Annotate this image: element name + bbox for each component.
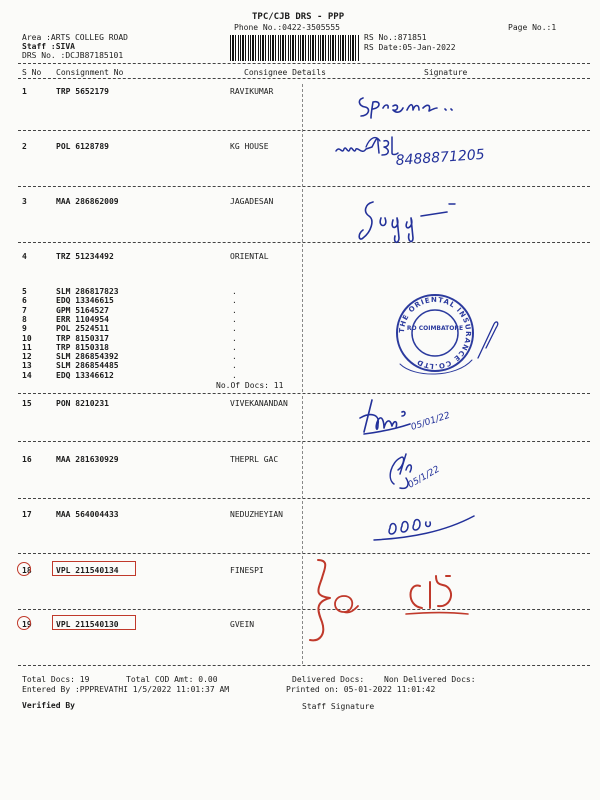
row-consignment: PON 8210231 <box>56 399 109 408</box>
svg-text:Jagg: Jagg <box>375 244 378 245</box>
group-row-mark: . <box>232 287 237 296</box>
row-divider <box>18 498 590 499</box>
group-row-sno: 13 <box>22 361 32 371</box>
group-row-sno: 12 <box>22 352 32 362</box>
barcode <box>230 35 360 61</box>
row-18-box-mark <box>52 561 136 576</box>
row-consignee: KG HOUSE <box>230 142 269 151</box>
stamp-initials <box>474 318 510 360</box>
group-row-mark: . <box>232 352 237 362</box>
printed-on: Printed on: 05-01-2022 11:01:42 <box>286 685 436 694</box>
row-19-box-mark <box>52 615 136 630</box>
svg-text:C15: C15 <box>300 645 302 646</box>
signature-row-15 <box>350 398 470 442</box>
row-divider <box>18 393 590 394</box>
row-sno: 19 <box>22 620 32 629</box>
col-signature: Signature <box>424 68 468 77</box>
row-18-circle-mark <box>17 562 31 576</box>
row-divider <box>18 441 590 442</box>
group-row-mark: . <box>232 296 237 306</box>
group-row-mark: . <box>232 333 237 343</box>
row-consignment: TRZ 51234492 <box>56 252 114 261</box>
signature-row-18-19 <box>300 556 500 646</box>
row-consignee: ORIENTAL <box>230 252 269 261</box>
group-row-mark: . <box>232 324 237 334</box>
row-divider <box>18 130 590 131</box>
group-row-consignment: POL 2524511 <box>56 324 109 334</box>
group-row-sno: 14 <box>22 370 32 380</box>
row-consignee: GVEIN <box>230 620 255 629</box>
page-number: Page No.:1 <box>508 23 557 32</box>
signature-row-17 <box>370 512 480 544</box>
row-consignment: MAA 564004433 <box>56 510 119 519</box>
row-sno: 3 <box>22 197 27 206</box>
row-consignee: RAVIKUMAR <box>230 87 274 96</box>
group-row-mark: . <box>232 370 237 380</box>
group-row-mark: . <box>232 361 237 371</box>
total-docs: Total Docs: 19 <box>22 675 90 684</box>
group-row-sno: 7 <box>22 305 27 315</box>
signature-row-3 <box>355 198 465 246</box>
svg-text:RO COIMBATORE: RO COIMBATORE <box>406 325 464 332</box>
row-consignment: VPL 211540130 <box>56 620 119 629</box>
header-divider <box>18 63 590 64</box>
svg-text:Sh 05/1/22: Sh 05/1/22 <box>380 495 387 496</box>
group-row-consignment: SLM 286854485 <box>56 361 119 371</box>
group-row-consignment: EDQ 13346612 <box>56 370 114 380</box>
row-consignee: VIVEKANANDAN <box>230 399 288 408</box>
staff-signature-label: Staff Signature <box>302 702 375 711</box>
svg-text:8488871205: 8488871205 <box>395 146 486 169</box>
svg-text:SPrema..: SPrema.. <box>385 120 390 121</box>
delivered-docs: Delivered Docs: <box>292 675 365 684</box>
rs-number: RS No.:871851 <box>364 33 427 42</box>
group-row-sno: 6 <box>22 296 27 306</box>
group-doc-count: No.Of Docs: 11 <box>216 381 284 390</box>
svg-text:THE ORIENTAL INSURANCE CO.LTD: THE ORIENTAL INSURANCE CO.LTD <box>397 295 473 371</box>
group-row-sno: 11 <box>22 342 32 352</box>
area-label: Area :ARTS COLLEG ROAD <box>22 33 128 42</box>
row-divider <box>18 186 590 187</box>
signature-column-guide <box>302 84 303 392</box>
row-divider <box>18 665 590 666</box>
group-row-consignment: GPM 5164527 <box>56 305 109 315</box>
col-consignee: Consignee Details <box>244 68 326 77</box>
group-row-mark: . <box>232 305 237 315</box>
column-divider <box>18 78 590 79</box>
phone-number: Phone No.:0422-3505555 <box>234 23 340 32</box>
group-row-consignment: TRP 8150317 <box>56 333 109 343</box>
row-sno: 16 <box>22 455 32 464</box>
group-row-consignment: SLM 286854392 <box>56 352 119 362</box>
row-sno: 15 <box>22 399 32 408</box>
svg-text:Hmn 05/01/22: Hmn 05/01/22 <box>350 442 358 443</box>
row-sno: 18 <box>22 566 32 575</box>
verified-by: Verified By <box>22 701 75 710</box>
signature-row-1 <box>355 92 465 122</box>
row-19-circle-mark <box>17 616 31 630</box>
row-sno: 17 <box>22 510 32 519</box>
group-row-consignment: EDQ 13346615 <box>56 296 114 306</box>
row-sno: 1 <box>22 87 27 96</box>
row-sno: 2 <box>22 142 27 151</box>
entered-by: Entered By :PPPREVATHI 1/5/2022 11:01:37 AM <box>22 685 230 694</box>
group-row-mark: . <box>232 342 237 352</box>
group-row-consignment: ERR 1104954 <box>56 314 109 324</box>
group-row-sno: 9 <box>22 324 27 334</box>
row-consignment: MAA 286862009 <box>56 197 119 206</box>
row-consignee: FINESPI <box>230 566 264 575</box>
svg-text:05/1/22: 05/1/22 <box>406 464 442 491</box>
drs-number: DRS No. :DCJB87185101 <box>22 51 124 60</box>
svg-text:05/01/22: 05/01/22 <box>409 410 452 433</box>
drs-title: TPC/CJB DRS - PPP <box>252 12 345 22</box>
group-row-sno: 5 <box>22 287 27 296</box>
group-row-mark: . <box>232 314 237 324</box>
row-consignment: TRP 5652179 <box>56 87 109 96</box>
group-row-sno: 10 <box>22 333 32 343</box>
row-divider <box>18 553 590 554</box>
row-consignee: JAGADESAN <box>230 197 274 206</box>
signature-row-16 <box>380 448 460 496</box>
group-row-consignment: TRP 8150318 <box>56 342 109 352</box>
row-consignee: NEDUZHEYIAN <box>230 510 283 519</box>
row-consignment: POL 6128789 <box>56 142 109 151</box>
row-sno: 4 <box>22 252 27 261</box>
company-stamp <box>390 290 480 376</box>
rs-date: RS Date:05-Jan-2022 <box>364 43 456 52</box>
group-row-consignment: SLM 286817823 <box>56 287 119 296</box>
col-consignment: Consignment No <box>56 68 124 77</box>
row-divider <box>18 242 590 243</box>
non-delivered-docs: Non Delivered Docs: <box>384 675 476 684</box>
group-row-sno: 8 <box>22 314 27 324</box>
row-consignment: VPL 211540134 <box>56 566 119 575</box>
row-consignee: THEPRL GAC <box>230 455 279 464</box>
total-cod-amount: Total COD Amt: 0.00 <box>126 675 218 684</box>
col-sno: S No <box>22 68 42 77</box>
signature-row-2 <box>332 133 502 169</box>
staff-label: Staff :SIVA <box>22 42 75 51</box>
row-consignment: MAA 281630929 <box>56 455 119 464</box>
